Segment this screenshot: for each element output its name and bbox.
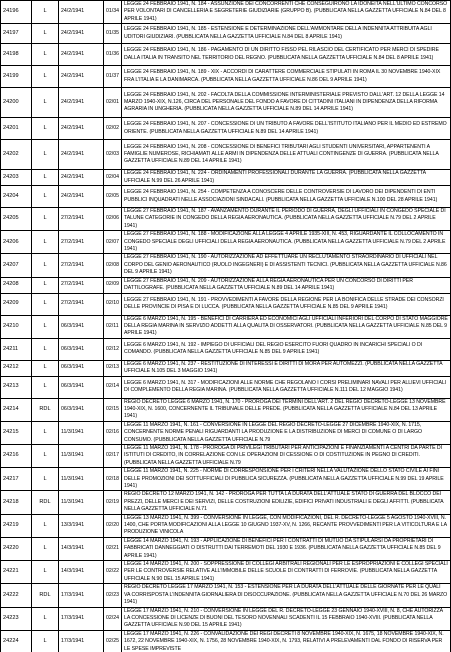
act-date: 27/2/1941 [59,277,104,293]
act-description: LEGGE 24 FEBBRAIO 1941, N. 189 - XIX - ACCORDI DI CARATTERE COMMERCIALE STIPULATI IN ROMA IL 30 NOVEMBRE 1940-XIX FRA L'ITALIA E LA DANIMARCA. (PUBBLICATA NELLA GAZZETTA UFFICIALE N.86 DEL 9 APRILE 1941) [122,66,451,88]
act-date: 27/2/1941 [59,231,104,254]
page-ref: 02/18 [104,468,122,491]
act-date: 17/3/1941 [59,584,104,607]
record-number: 24224 [1,630,32,652]
record-number: 24213 [1,376,32,398]
act-type: RDL [32,584,59,607]
record-number: 24206 [1,231,32,254]
act-date: 11/3/1941 [59,491,104,514]
table-row [1,186,451,208]
act-description: LEGGE 27 FEBBRAIO 1941, N. 187 - AVANZAMENTO DURANTE IL PERIODO DI GUERRA, DEGLI UFFICIALI IN CONGEDO SPECIALE DI TALUNE CATEGORIE IN CONGEDO DELLA REGIA AERONAUTICA. (PUBBLICATA NELLA GAZZETTA UFFICIALE N.79 DEL 2 APRILE 1941) [122,208,451,231]
act-date: 24/2/1941 [59,88,104,118]
act-type: L [32,24,59,44]
table-row [1,561,451,584]
record-number: 24218 [1,491,32,514]
page-ref: 02/01 [104,88,122,118]
record-number: 24221 [1,561,32,584]
record-number: 24200 [1,88,32,118]
act-description: LEGGE 24 FEBBRAIO 1941, N. 185 - ESTENSIONE E DETERMINAZIONE DELL'AMMONTARE DELLA INDENNITA ATTRIBUITA AGLI UDITORI GIUDIZIARI. (PUBBLICATA NELLA GAZZETTA UFFICIALE N.84 DEL 8 APRILE 1941) [122,24,451,44]
act-date: 06/3/1941 [59,376,104,398]
table-row [1,607,451,630]
act-type: L [32,186,59,208]
act-type: RDL [32,398,59,421]
act-description: LEGGE 11 MARZO 1941, N. 225 - NORME DI CORRESPONSIONE PER I CRITERI NELLA VALUTAZIONE DELLO STATO CIVILE AI FINI DELLE PROMOZIONI DEI SOTTUFFICIALI DI PUBBLICA SICUREZZA. (PUBBLICATA NELLA GAZZETTA UFFICIALE N.99 DEL 19 APRILE 1941) [122,468,451,491]
record-number: 24212 [1,360,32,376]
record-number: 24222 [1,584,32,607]
act-date: 13/3/1941 [59,514,104,537]
table-row [1,293,451,315]
record-number: 24223 [1,607,32,630]
act-type: L [32,376,59,398]
page-ref: 01/35 [104,24,122,44]
act-type: L [32,231,59,254]
page-ref: 02/07 [104,231,122,254]
act-type: L [32,444,59,467]
act-type: L [32,118,59,140]
record-number: 24202 [1,140,32,170]
record-number: 24207 [1,254,32,277]
act-date: 14/3/1941 [59,561,104,584]
page-ref: 02/03 [104,140,122,170]
record-number: 24217 [1,468,32,491]
act-description: REGIO DECRETO LEGGE 17 MARZO 1941, N. 153 - ESTENSIONE PER LA DURATA DELL'ATTUALE DELLE GIORNATE PER LE QUALI VA CORRISPOSTA L'INDENNITA GIORNALIERA DI DISOCCUPAZIONE. (PUBBLICATA NELLA GAZZETTA UFFICIALE N.70 DEL 26 MARZO 1941) [122,584,451,607]
act-type: L [32,421,59,444]
act-type: L [32,254,59,277]
page-ref: 02/19 [104,491,122,514]
table-row [1,66,451,88]
record-number: 24220 [1,537,32,560]
page-ref: 02/21 [104,537,122,560]
act-date: 27/2/1941 [59,293,104,315]
record-number: 24211 [1,338,32,360]
page-ref: 02/20 [104,514,122,537]
page-ref: 02/09 [104,277,122,293]
act-date: 17/3/1941 [59,607,104,630]
act-description: LEGGE 24 FEBBRAIO 1941, N. 224 - ORDINAMENTI PROFESSIONALI DURANTE LA GUERRA. (PUBBLICATA NELLA GAZZETTA UFFICIALE N.99 DEL 26 APRILE 1941) [122,170,451,186]
record-number: 24219 [1,514,32,537]
record-number: 24215 [1,421,32,444]
act-description: LEGGE 24 FEBBRAIO 1941, N. 202 - FACOLTA DELLA COMMISSIONE INTERMINISTERIALE PREVISTO DALL'ART. 12 DELLA LEGGE 14 MARZO 1940-XIX, N.126, CIRCA DEL PERSONALE DEL FONDO A FAVORE DI CITTADINI ITALIANI IN DIPENDENZA DELLA RIFORMA AGRARIA IN UNGHERIA. (PUBBLICATA NELLA GAZZETTA UFFICIALE N.89 DEL 14 APRILE 1941) [122,88,451,118]
page-ref: 02/13 [104,360,122,376]
act-description: LEGGE 24 FEBBRAIO 1941, N. 207 - CONCESSIONE DI UN TRIBUTO A FAVORE DELL'ISTITUTO ITALIANO PER IL MEDIO ED ESTREMO ORIENTE. (PUBBLICATA NELLA GAZZETTA UFFICIALE N.89 DEL 14 APRILE 1941) [122,118,451,140]
table-row [1,537,451,560]
record-number: 24197 [1,24,32,44]
act-type: RDL [32,491,59,514]
act-type: L [32,208,59,231]
page-ref: 02/23 [104,584,122,607]
act-type: L [32,468,59,491]
record-number: 24203 [1,170,32,186]
act-type: L [32,66,59,88]
act-type: L [32,1,59,24]
record-number: 24214 [1,398,32,421]
act-type: L [32,514,59,537]
act-description: LEGGE 6 MARZO 1941, N. 195 - BENEFICI DI CARRIERA ED ECONOMICI AGLI UFFICIALI INFERIORI DEL CORPO DI STATO MAGGIORE DELLA REGIA MARINA IN SERVIZIO ADDETTI ALLA QUALITA DI OSSERVATORI. (PUBBLICATA NELLA GAZZETTA UFFICIALE N.85 DEL 9 APRILE 1941) [122,315,451,338]
act-date: 24/2/1941 [59,140,104,170]
act-type: L [32,630,59,652]
page-ref: 02/12 [104,338,122,360]
act-description: LEGGE 24 FEBBRAIO 1941, N. 208 - CONCESSIONE DI BENEFICI TRIBUTARI AGLI STUDENTI UNIVERSITARI, APPARTENENTI A FAMIGLIE NUMEROSE, RICHIAMATI ALLE ARMI IN DIPENDENZA DELLE ATTUALI CONTINGENZE DI GUERRA. (PUBBLICATA NELLA GAZZETTA UFFICIALE N.89 DEL 14 APRILE 1941) [122,140,451,170]
record-number: 24199 [1,66,32,88]
act-type: L [32,44,59,66]
record-number: 24198 [1,44,32,66]
act-type: L [32,360,59,376]
act-description: LEGGE 11 MARZO 1941, N. 178 - PROROGA DI PRIVILEGI TRIBUTARI PER ANTICIPAZIONI E FINANZIAMENTI A CENTRI DA PARTE DI ISTITUTI DI CREDITO, IN CORRELAZIONE CON LE OPERAZIONI DI CESSIONE O DI COSTITUZIONE IN PEGNO DI CREDITI. (PUBBLICATA NELLA GAZZETTA UFFICIALE N.79 [122,444,451,467]
page-ref: 02/25 [104,630,122,652]
table-row [1,468,451,491]
table-row [1,584,451,607]
act-description: LEGGE 24 FEBBRAIO 1941, N. 184 - ASSUNZIONE DEI CONCORRENTI CHE CONSEGUIRONO LA IDONEITA NELL'ULTIMO CONCORSO PER VOLONTARI DI CANCELLERIA E SEGRETERIE GIUDIZIARIE (GRUPPO B). (PUBBLICATA NELLA GAZZETTA UFFICIALE N.84 DEL 8 APRILE 1941) [122,1,451,24]
act-description: LEGGE 27 FEBBRAIO 1941, N. 209 - AUTORIZZAZIONE ALLA REGIA AERONAUTICA PER UN CONCORSO DI DIRITTI PER DATTILOGRAFE. (PUBBLICATA NELLA GAZZETTA UFFICIALE N.89 DEL 14 APRILE 1941) [122,277,451,293]
record-number: 24201 [1,118,32,140]
table-row [1,360,451,376]
record-number: 24210 [1,315,32,338]
act-date: 06/3/1941 [59,338,104,360]
act-description: LEGGE 24 FEBBRAIO 1941, N. 254 - COMPETENZA A CONOSCERE DELLE CONTROVERSIE DI LAVORO DEI DIPENDENTI DI ENTI PUBBLICI INQUADRATI NELLE ASSOCIAZIONI SINDACALI. (PUBBLICATA NELLA GAZZETTA UFFICIALE N.100 DEL 28 APRILE 1941) [122,186,451,208]
act-type: L [32,88,59,118]
act-date: 27/2/1941 [59,254,104,277]
act-description: LEGGE 6 MARZO 1941, N. 237 - RESTITUZIONE DI INTERESSI E DIRITTI DI MORA PER AUTOMEZZI. (PUBBLICATA NELLA GAZZETTA UFFICIALE N.105 DEL 3 MAGGIO 1941) [122,360,451,376]
table-row [1,277,451,293]
table-row [1,444,451,467]
page-ref: 02/06 [104,208,122,231]
table-row [1,170,451,186]
act-date: 17/3/1941 [59,630,104,652]
page-ref: 02/17 [104,444,122,467]
table-row [1,315,451,338]
table-row [1,231,451,254]
act-description: LEGGE 13 MARZO 1941, N. 399 - CONVERSIONE IN LEGGE, CON MODIFICAZIONI, DEL R. DECRETO-LEGGE 5 AGOSTO 1940-XVIII, N. 1400, CHE PORTA MODIFICAZIONI ALLA LEGGE 10 GIUGNO 1937-XV, N. 1266, RECANTE PROVVEDIMENTI PER LA VITICOLTURA E LA PRODUZIONE VINICOLA [122,514,451,537]
act-date: 27/2/1941 [59,208,104,231]
act-type: L [32,607,59,630]
page-ref: 02/04 [104,170,122,186]
record-number: 24204 [1,186,32,208]
act-date: 11/3/1941 [59,444,104,467]
table-row [1,398,451,421]
act-date: 24/2/1941 [59,170,104,186]
record-number: 24216 [1,444,32,467]
table-row [1,491,451,514]
act-type: L [32,338,59,360]
table-row [1,1,451,24]
act-description: LEGGE 14 MARZO 1941, N. 200 - SOPPRESSIONE DI COLLEGI ARBITRALI REGIONALI PER LE ESPROPRIAZIONI E COLLEGI SPECIALI PER LE CONTROVERSIE RELATIVE ALL'IMMOBILE DELLE SCUOLE DI CONTRATTI DI FERROVIE. (PUBBLICATA NELLA GAZZETTA UFFICIALE N.90 DEL 15 APRILE 1941) [122,561,451,584]
act-description: REGIO DECRETO 12 MARZO 1941, N. 142 - PROROGA PER TUTTA LA DURATA DELL'ATTUALE STATO DI GUERRA DEL BLOCCO DEI PREZZI, DELLE MERCI E DEI SERVIZI, DELLE COSTRUZIONI EDILIZIE, EDIFICI PRIVATI INDUSTRIALI E DEGLI AFFITTI. (PUBBLICATA NELLA GAZZETTA UFFICIALE N.71 [122,491,451,514]
act-date: 24/2/1941 [59,118,104,140]
page-ref: 02/11 [104,315,122,338]
act-type: L [32,140,59,170]
table-row [1,140,451,170]
act-date: 24/2/1941 [59,24,104,44]
act-description: LEGGE 24 FEBBRAIO 1941, N. 186 - PAGAMENTO DI UN DIRITTO FISSO PEL RILASCIO DEL CERTIFICATO PER MERCI DI SPEDIRE DALLA ITALIA IN TRANSITO NEL TERRITORIO DEL REGNO. (PUBBLICATA NELLA GAZZETTA UFFICIALE N.84 DEL 8 APRILE 1941) [122,44,451,66]
act-date: 14/3/1941 [59,537,104,560]
record-number: 24196 [1,1,32,24]
page-ref: 02/16 [104,421,122,444]
page-ref: 02/02 [104,118,122,140]
act-date: 24/2/1941 [59,186,104,208]
act-date: 24/2/1941 [59,44,104,66]
act-date: 06/3/1941 [59,360,104,376]
page-ref: 02/14 [104,376,122,398]
act-type: L [32,170,59,186]
act-date: 24/2/1941 [59,66,104,88]
page-ref: 02/10 [104,293,122,315]
act-date: 06/3/1941 [59,398,104,421]
record-number: 24205 [1,208,32,231]
act-date: 11/3/1941 [59,421,104,444]
table-row [1,44,451,66]
table-row [1,376,451,398]
act-type: L [32,537,59,560]
record-number: 24209 [1,293,32,315]
table-row [1,208,451,231]
act-description: LEGGE 17 MARZO 1941, N. 210 - CONVERSIONE IN LEGGE DEL R. DECRETO-LEGGE 23 GENNAIO 1940-XVIII, N. 8, CHE AUTORIZZA LA CONCESSIONE DI LICENZE DI BUONI DEL TESORO NOVENNALI SCADENTI IL 15 FEBBRAIO 1940-XVIII. (PUBBLICATA NELLA GAZZETTA UFFICIALE N.90 DEL 15 APRILE 1941) [122,607,451,630]
act-description: LEGGE 6 MARZO 1941, N. 192 - IMPIEGO DI UFFICIALI DEL REGIO ESERCITO FUORI QUADRO IN INCARICHI SPECIALI O DI COMANDO. (PUBBLICATA NELLA GAZZETTA UFFICIALE N.85 DEL 9 APRILE 1941) [122,338,451,360]
page-ref: 02/24 [104,607,122,630]
act-description: LEGGE 27 FEBBRAIO 1941, N. 188 - MODIFICAZIONE ALLA LEGGE 4 APRILE 1935-XIII, N. 453, RIGUARDANTE IL COLLOCAMENTO IN CONGEDO SPECIALE DEGLI UFFICIALI DELLA REGIA AERONAUTICA. (PUBBLICATA NELLA GAZZETTA UFFICIALE N.79 DEL 2 APRILE 1941) [122,231,451,254]
table-row [1,24,451,44]
page-ref: 01/37 [104,66,122,88]
act-type: L [32,293,59,315]
table-row [1,421,451,444]
page-ref: 02/15 [104,398,122,421]
act-date: 11/3/1941 [59,468,104,491]
act-type: L [32,561,59,584]
page-ref: 01/36 [104,44,122,66]
page-ref: 02/08 [104,254,122,277]
act-description: LEGGE 27 FEBBRAIO 1941, N. 190 - AUTORIZZAZIONE AD EFFETTUARE UN RECLUTAMENTO STRAORDINARIO DI UFFICIALI NEL CORPO DEL GENIO AERONAUTICO (RUOLO INGEGNERI) E DI ASSISTENTI TECNICI. (PUBBLICATA NELLA GAZZETTA UFFICIALE N.86 DEL 9 APRILE 1941) [122,254,451,277]
table-row [1,338,451,360]
table-row [1,514,451,537]
act-description: LEGGE 6 MARZO 1941, N. 317 - MODIFICAZIONI ALLE NORME CHE REGOLANO I CORSI PRELIMINARI NAVALI PER ALLIEVI UFFICIALI DI COMPLEMENTO DELLA REGIA MARINA. (PUBBLICATA NELLA GAZZETTA UFFICIALE N.111 DEL 12 MAGGIO 1941) [122,376,451,398]
legislation-table-body [1,1,451,652]
table-row [1,630,451,652]
table-row [1,254,451,277]
act-type: L [32,315,59,338]
act-description: LEGGE 14 MARZO 1941, N. 193 - APPLICAZIONE DI BENEFICI PER I CONTRATTI DI MUTUO DA STIPULARSI DA PROPRIETARI DI FABBRICATI DANNEGGIATI O DISTRUTTI DAI TERREMOTI DEL 1930 E 1936. (PUBBLICATA NELLA GAZZETTA UFFICIALE N.85 DEL 9 APRILE 1941) [122,537,451,560]
page-ref: 02/22 [104,561,122,584]
page-ref: 02/05 [104,186,122,208]
record-number: 24208 [1,277,32,293]
act-type: L [32,277,59,293]
act-description: REGIO DECRETO LEGGE 6 MARZO 1941, N. 170 - PROROGA DEI TERMINI DELL'ART. 2 DEL REGIO DECRETO-LEGGE 13 NOVEMBRE 1940-XIX, N. 1600, CONCERNENTE IL TRIBUNALE DELLE PREDE. (PUBBLICATA NELLA GAZZETTA UFFICIALE N.84 DEL 13 APRILE 1941) [122,398,451,421]
page-ref: 01/34 [104,1,122,24]
act-date: 06/3/1941 [59,315,104,338]
table-row [1,118,451,140]
act-description: LEGGE 11 MARZO 1941, N. 161 - CONVERSIONE IN LEGGE DEL REGIO DECRETO-LEGGE 27 DICEMBRE 1940-XIX, N. 1715, CONCERNENTE NORME PENALI RIGUARDANTI LA PRODUZIONE E LA DISTRIBUZIONE DI MERCI DI COMUNE O DI LARGO CONSUMO. (PUBBLICATA NELLA GAZZETTA UFFICIALE N.79 [122,421,451,444]
act-description: LEGGE 17 MARZO 1941, N. 226 - CONVALIDAZIONE DEI REGI DECRETI 8 NOVEMBRE 1940-XIX, N. 1675, 18 NOVEMBRE 1940-XIX, N. 1672, 22 NOVEMBRE 1940-XIX, N. 1756, 28 NOVEMBRE 1940-XIX, N. 1793, RELATIVI A PRELEVAMENTI DAL FONDO DI RISERVA PER LE SPESE IMPREVISTE [122,630,451,652]
act-date: 24/2/1941 [59,1,104,24]
table-row [1,88,451,118]
act-description: LEGGE 27 FEBBRAIO 1941, N. 191 - PROVVEDIMENTI A FAVORE DELLA REGIONE PER LA BONIFICA DELLE STRADE DEI CONSORZI DELLE PROVINCIE DI PISA E DI LUCCA. (PUBBLICATA NELLA GAZZETTA UFFICIALE N.85 DEL 9 APRILE 1941) [122,293,451,315]
